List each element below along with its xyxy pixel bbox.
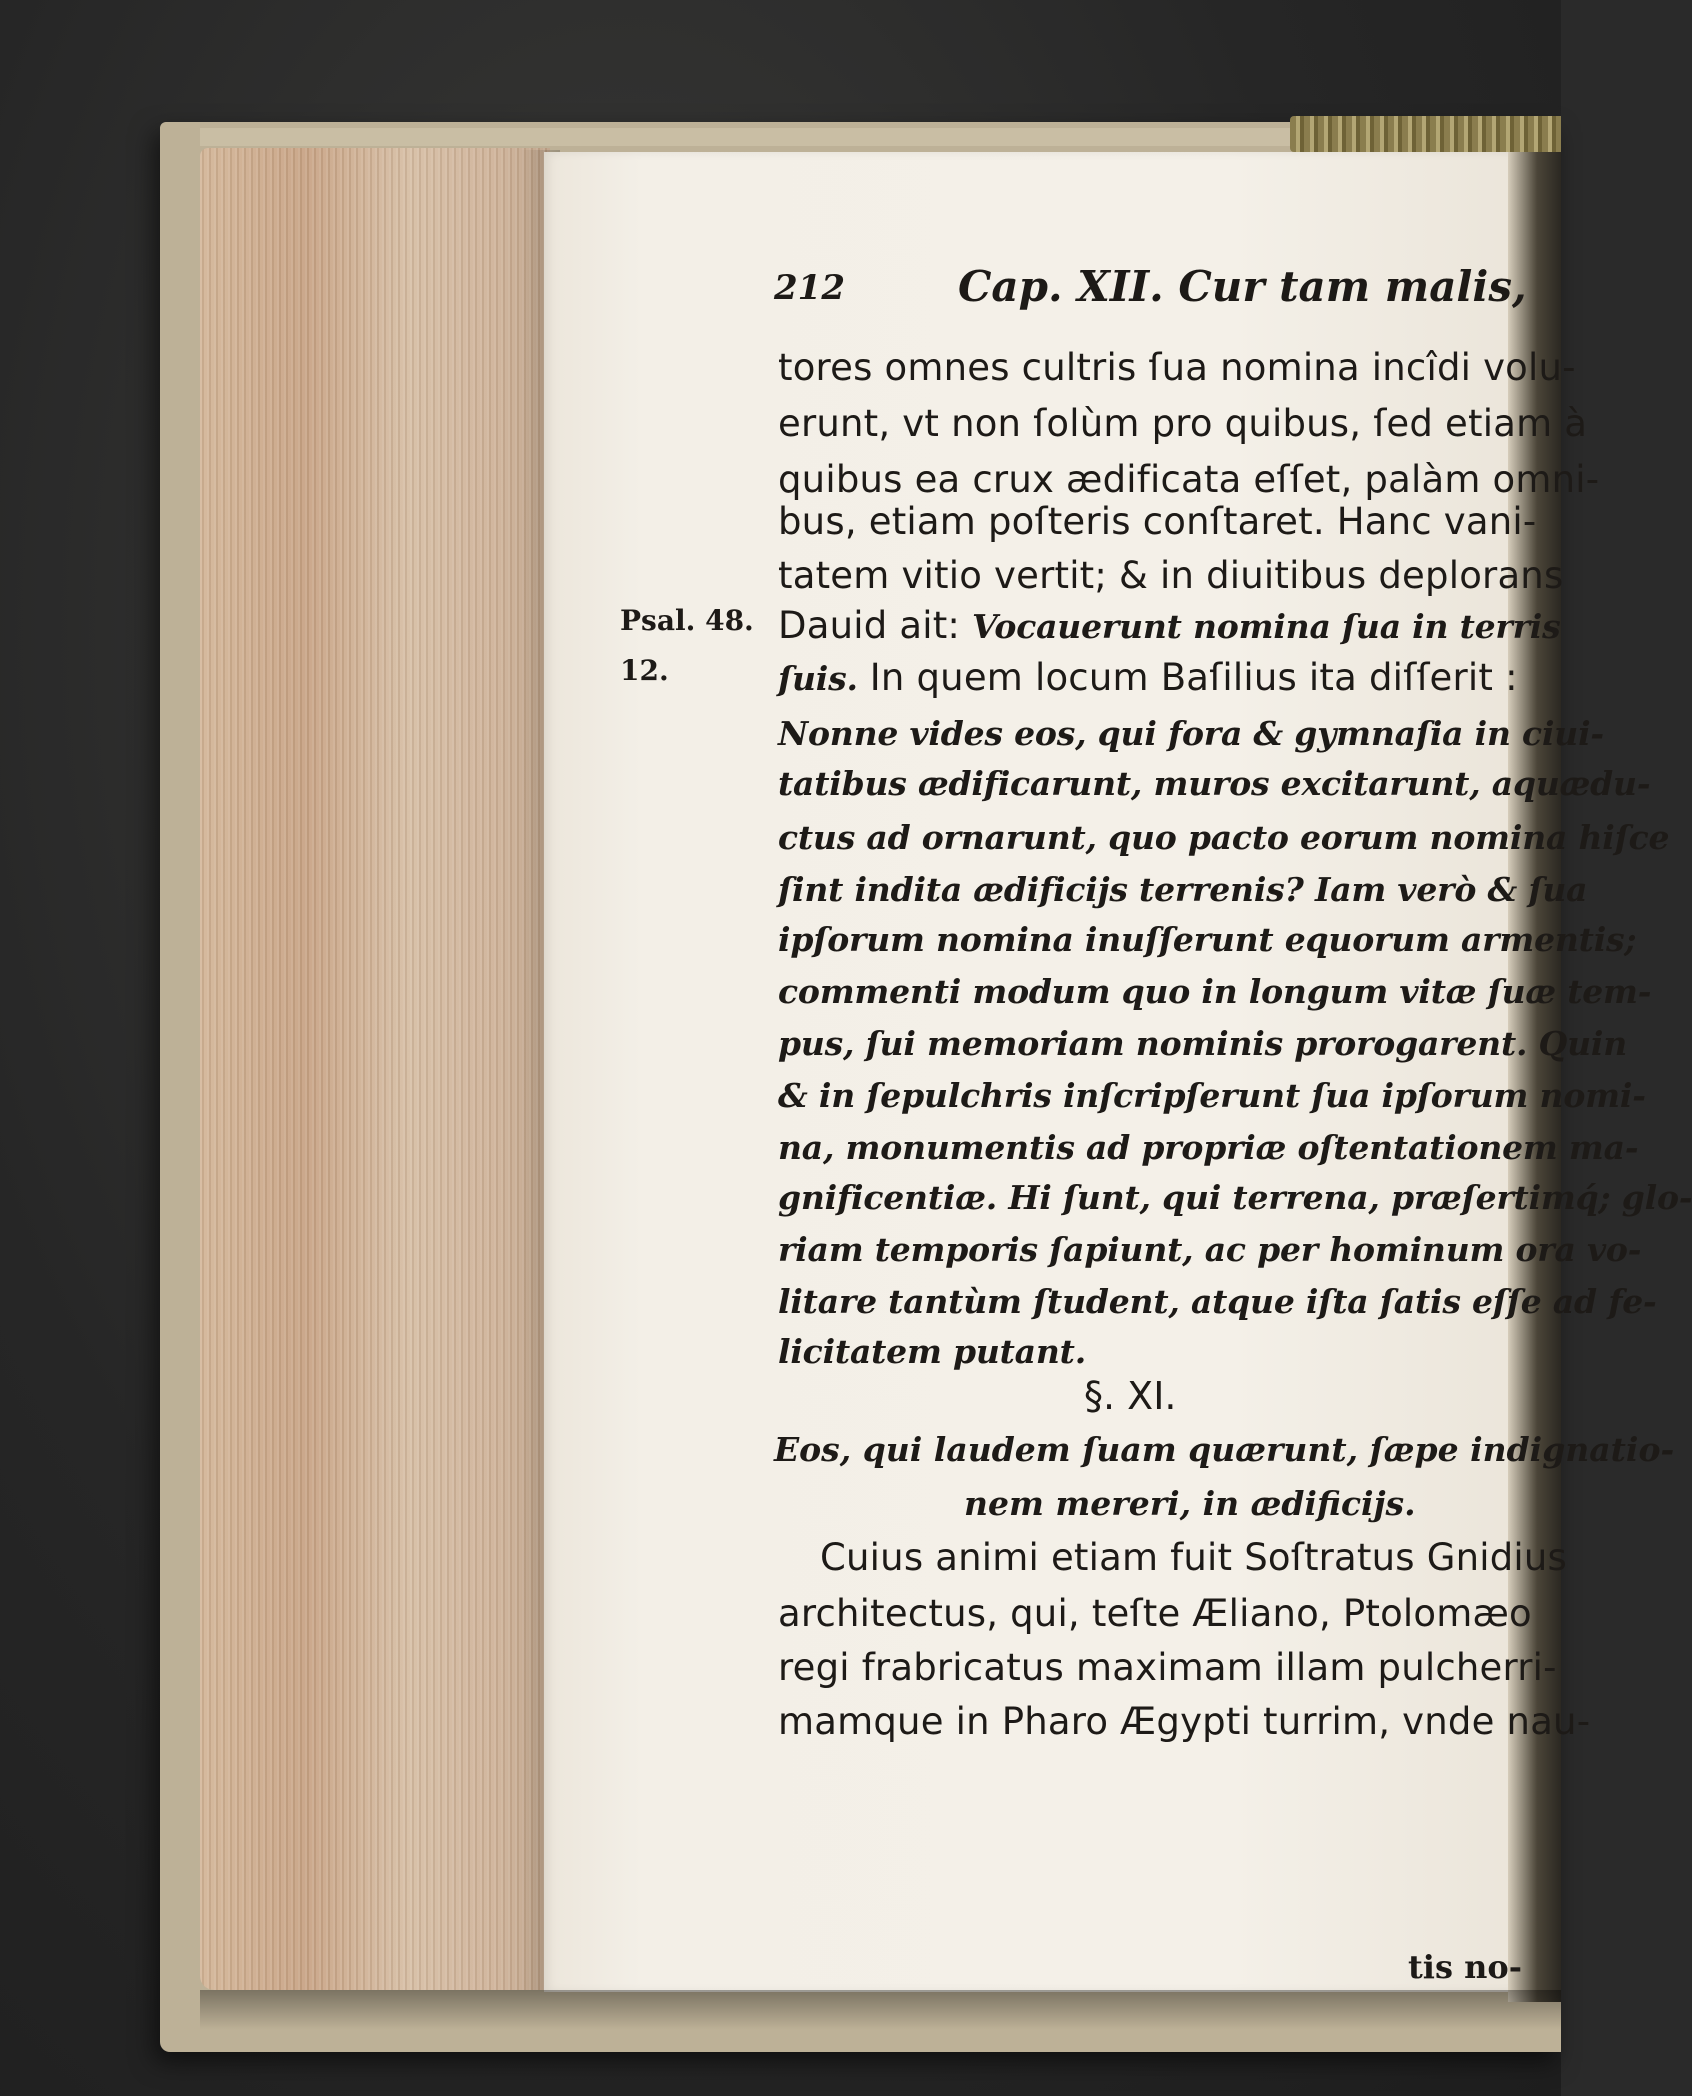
text-span: In quem locum Baſilius ita diſſerit :	[869, 656, 1518, 699]
page-block-fore-edge	[200, 148, 550, 1990]
quotation-span: ſuis.	[778, 659, 858, 698]
section-summary: nem mereri, in ædificijs.	[964, 1484, 1416, 1523]
quotation-line: ſint indita ædificijs terrenis? Iam verò & ſua	[778, 870, 1588, 909]
text-line: regi frabricatus maximam illam pulcherri-	[778, 1646, 1557, 1689]
text-line: bus, etiam poſteris conſtaret. Hanc vani-	[778, 500, 1537, 543]
quotation-line: riam temporis ſapiunt, ac per hominum ora vo-	[778, 1230, 1642, 1269]
quotation-line: & in ſepulchris inſcripſerunt ſua ipſorum nomi-	[778, 1076, 1646, 1115]
text-line	[778, 598, 1561, 655]
headband	[1290, 116, 1561, 152]
quotation-line: ipſorum nomina inuſſerunt equorum armentis;	[778, 920, 1637, 959]
section-summary: Eos, qui laudem ſuam quærunt, ſæpe indignatio-	[774, 1430, 1675, 1469]
text-line: architectus, qui, teſte Æliano, Ptolomæo	[778, 1592, 1532, 1635]
bottom-shadow	[200, 1990, 1561, 2030]
catchword: tis no-	[1408, 1948, 1522, 1986]
quotation-line: litare tantùm ſtudent, atque iſta ſatis eſſe ad fe-	[778, 1282, 1657, 1321]
text-line: erunt, vt non ſolùm pro quibus, ſed etiam à	[778, 402, 1588, 445]
text-line	[778, 650, 1518, 707]
quotation-line: na, monumentis ad propriæ oſtentationem ma-	[778, 1128, 1639, 1167]
text-line: quibus ea crux ædificata eſſet, palàm omni-	[778, 458, 1600, 501]
margin-note-verse: 12.	[620, 654, 669, 687]
quotation-line: ctus ad ornarunt, quo pacto eorum nomina hiſce	[778, 818, 1670, 857]
quotation-span: Vocauerunt nomina ſua in terris	[972, 607, 1561, 646]
quotation-line: gnificentiæ. Hi ſunt, qui terrena, præſertimq́; glo-	[778, 1178, 1692, 1217]
quotation-line: pus, ſui memoriam nominis prorogarent. Quin	[778, 1024, 1628, 1063]
text-span: Dauid ait:	[778, 604, 961, 647]
running-head: Cap. XII. Cur tam malis,	[958, 262, 1527, 311]
quotation-line: licitatem putant.	[778, 1332, 1086, 1371]
quotation-line: Nonne vides eos, qui fora & gymnaſia in ciui-	[778, 714, 1604, 753]
quotation-line: commenti modum quo in longum vitæ ſuæ tem-	[778, 972, 1652, 1011]
section-number: §. XI.	[1084, 1374, 1177, 1418]
page-number: 212	[774, 268, 845, 308]
margin-note-reference: Psal. 48.	[620, 604, 754, 637]
quotation-line: tatibus ædificarunt, muros excitarunt, aquædu-	[778, 764, 1651, 803]
text-line: tores omnes cultris ſua nomina incîdi volu-	[778, 346, 1576, 389]
text-line: tatem vitio vertit; & in diuitibus deplorans	[778, 554, 1564, 597]
text-line: mamque in Pharo Ægypti turrim, vnde nau-	[778, 1700, 1591, 1743]
text-line: Cuius animi etiam fuit Soſtratus Gnidius	[820, 1536, 1568, 1579]
